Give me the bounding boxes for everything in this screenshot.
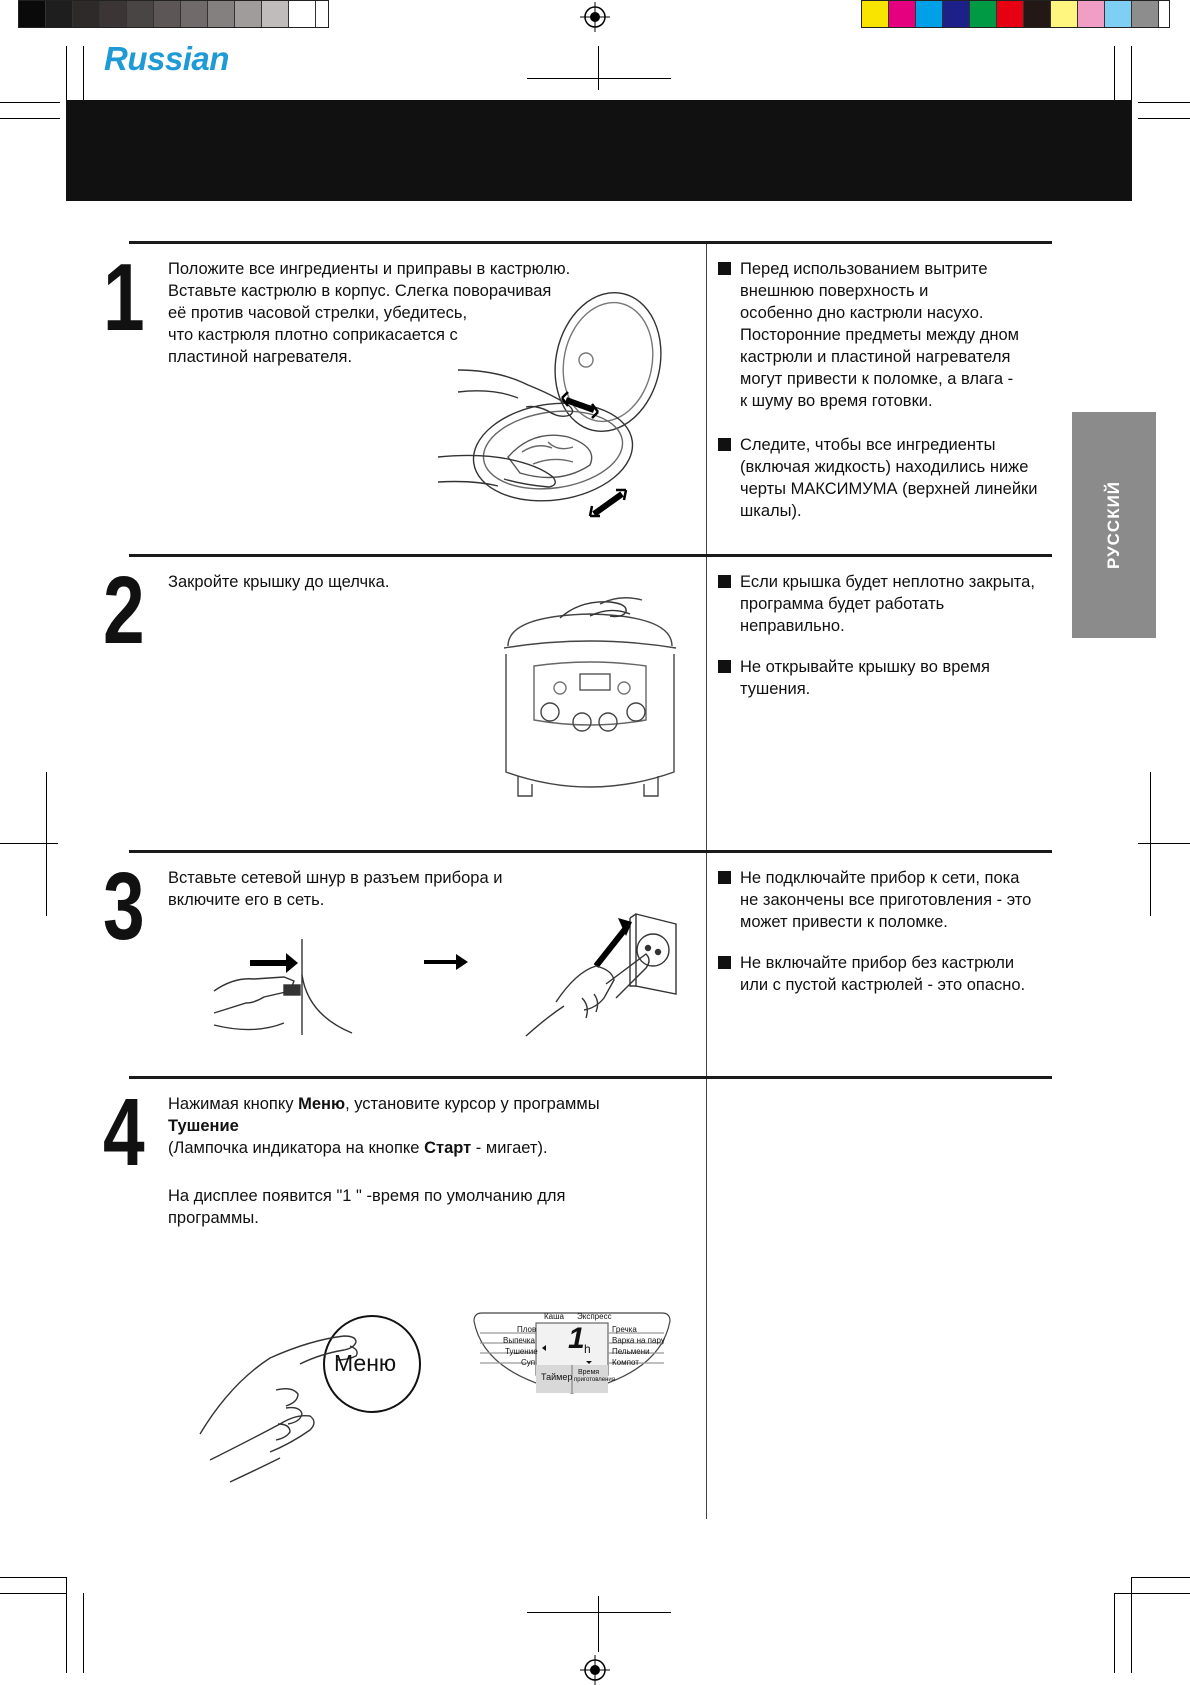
crop-mark bbox=[1131, 1577, 1132, 1673]
gray-swatch bbox=[289, 1, 316, 27]
crop-mark bbox=[0, 118, 60, 119]
bullet-icon bbox=[718, 575, 731, 588]
instruction-line: (Лампочка индикатора на кнопке Старт - мигает). bbox=[168, 1139, 548, 1157]
instruction-line bbox=[168, 1115, 600, 1137]
crop-mark bbox=[527, 1612, 671, 1613]
display-program-right: Гречка bbox=[612, 1325, 637, 1334]
gray-swatch bbox=[154, 1, 181, 27]
gray-swatch bbox=[127, 1, 154, 27]
display-program-left: Плов bbox=[517, 1325, 537, 1334]
right-arrow-icon bbox=[424, 953, 468, 971]
registration-target-icon bbox=[580, 2, 610, 32]
step-instruction bbox=[168, 1093, 600, 1159]
gray-swatch bbox=[181, 1, 208, 27]
crop-mark bbox=[1138, 118, 1190, 119]
gray-calibration-bar bbox=[18, 0, 329, 28]
crop-mark bbox=[0, 1593, 66, 1594]
step-number: 1 bbox=[103, 244, 144, 351]
note-item: Не включайте прибор без кастрюли или с пустой кастрюлей - это опасно. bbox=[718, 952, 1063, 996]
display-program-left: Выпечка bbox=[503, 1336, 535, 1345]
crop-mark bbox=[1131, 1577, 1190, 1578]
crop-mark bbox=[1138, 102, 1190, 103]
display-program-right: Варка на пару bbox=[612, 1336, 665, 1345]
closing-lid-illustration bbox=[500, 596, 690, 811]
bullet-icon bbox=[718, 262, 731, 275]
registration-target-bottom-icon bbox=[580, 1655, 610, 1685]
step-divider bbox=[129, 241, 1052, 244]
display-digit: 1 bbox=[568, 1322, 585, 1355]
gray-swatch bbox=[73, 1, 100, 27]
instruction-line: Нажимая кнопку Меню, установите курсор у программы bbox=[168, 1095, 600, 1113]
note-item: Перед использованием вытрите внешнюю поверхность и особенно дно кастрюли насухо. Посторонние предметы между дном кастрюли и пластиной нагревателя могут привести к поломке, а влага - к шуму во время готовки. bbox=[718, 258, 1063, 412]
crop-mark bbox=[1114, 46, 1115, 100]
crop-mark bbox=[83, 46, 84, 100]
cook-time-label: приготовления bbox=[574, 1377, 616, 1383]
note-item: Не подключайте прибор к сети, пока не закончены все приготовления - это может привести к поломке. bbox=[718, 867, 1063, 933]
step-divider bbox=[129, 850, 1052, 853]
gray-swatch bbox=[46, 1, 73, 27]
pressing-menu-illustration bbox=[200, 1312, 460, 1482]
crop-mark bbox=[1138, 843, 1190, 844]
note-item: Не открывайте крышку во время тушения. bbox=[718, 656, 1063, 700]
crop-mark bbox=[1131, 46, 1132, 100]
color-swatch bbox=[1078, 1, 1105, 27]
color-swatch bbox=[970, 1, 997, 27]
crop-mark bbox=[1114, 1593, 1190, 1594]
crop-mark bbox=[598, 46, 599, 90]
column-divider bbox=[706, 241, 707, 1519]
title-banner bbox=[66, 100, 1132, 201]
crop-mark bbox=[598, 1596, 599, 1652]
program-keyword: Тушение bbox=[168, 1117, 239, 1135]
display-label-top: Каша bbox=[544, 1312, 564, 1321]
display-program-right: Компот bbox=[612, 1358, 639, 1367]
plug-into-outlet-illustration bbox=[526, 910, 682, 1036]
color-swatch bbox=[997, 1, 1024, 27]
step-number: 3 bbox=[103, 853, 144, 960]
crop-mark bbox=[0, 1577, 66, 1578]
display-label-top: Экспресс bbox=[577, 1312, 612, 1321]
language-label: Russian bbox=[104, 40, 229, 77]
display-program-left: Суп bbox=[521, 1358, 536, 1367]
step-number: 2 bbox=[103, 557, 144, 664]
color-swatch bbox=[943, 1, 970, 27]
step-instruction: Положите все ингредиенты и приправы в кастрюлю. Вставьте кастрюлю в корпус. Слегка поворачивая её против часовой стрелки, убедитесь, что кастрюля плотно соприкасается с пластиной нагревателя. bbox=[168, 260, 571, 366]
color-swatch bbox=[862, 1, 889, 27]
step-instruction: Закройте крышку до щелчка. bbox=[168, 573, 390, 591]
color-swatch bbox=[1105, 1, 1132, 27]
crop-mark bbox=[83, 1593, 84, 1673]
step-divider bbox=[129, 1076, 1052, 1079]
color-swatch bbox=[1132, 1, 1159, 27]
start-keyword: Старт bbox=[424, 1139, 472, 1157]
note-item: Следите, чтобы все ингредиенты (включая жидкость) находились ниже черты МАКСИМУМА (верхней линейки шкалы). bbox=[718, 434, 1063, 522]
side-tab-label: РУССКИЙ bbox=[1104, 480, 1123, 570]
display-unit: h bbox=[584, 1342, 591, 1356]
color-swatch bbox=[889, 1, 916, 27]
step-number: 4 bbox=[103, 1079, 144, 1186]
bullet-icon bbox=[718, 438, 731, 451]
gray-swatch bbox=[19, 1, 46, 27]
crop-mark bbox=[46, 772, 47, 916]
gray-swatch bbox=[262, 1, 289, 27]
menu-keyword: Меню bbox=[298, 1095, 346, 1113]
plug-into-appliance-illustration bbox=[214, 935, 354, 1035]
cook-time-label: Время bbox=[578, 1369, 600, 1376]
display-program-left: Тушение bbox=[505, 1347, 538, 1356]
language-side-tab bbox=[1072, 412, 1156, 638]
color-swatch bbox=[1051, 1, 1078, 27]
crop-mark bbox=[0, 843, 58, 844]
color-swatch bbox=[1024, 1, 1051, 27]
color-calibration-bar bbox=[861, 0, 1170, 28]
crop-mark bbox=[0, 102, 60, 103]
crop-mark bbox=[527, 78, 671, 79]
gray-swatch bbox=[235, 1, 262, 27]
bullet-icon bbox=[718, 660, 731, 673]
display-note: На дисплее появится "1 " -время по умолчанию для программы. bbox=[168, 1187, 566, 1227]
crop-mark bbox=[1150, 772, 1151, 916]
display-program-right: Пельмени bbox=[612, 1347, 650, 1356]
step-instruction: Вставьте сетевой шнур в разъем прибора и включите его в сеть. bbox=[168, 869, 503, 909]
timer-label: Таймер bbox=[541, 1372, 573, 1382]
color-swatch bbox=[916, 1, 943, 27]
step-divider bbox=[129, 554, 1052, 557]
crop-mark bbox=[1114, 1593, 1115, 1673]
crop-mark bbox=[66, 46, 67, 100]
gray-swatch bbox=[208, 1, 235, 27]
note-item: Если крышка будет неплотно закрыта, программа будет работать неправильно. bbox=[718, 571, 1063, 637]
gray-swatch bbox=[100, 1, 127, 27]
bullet-icon bbox=[718, 871, 731, 884]
crop-mark bbox=[66, 1577, 67, 1673]
menu-button-label: Меню bbox=[334, 1350, 397, 1376]
bullet-icon bbox=[718, 956, 731, 969]
inserting-pot-illustration bbox=[438, 282, 688, 532]
